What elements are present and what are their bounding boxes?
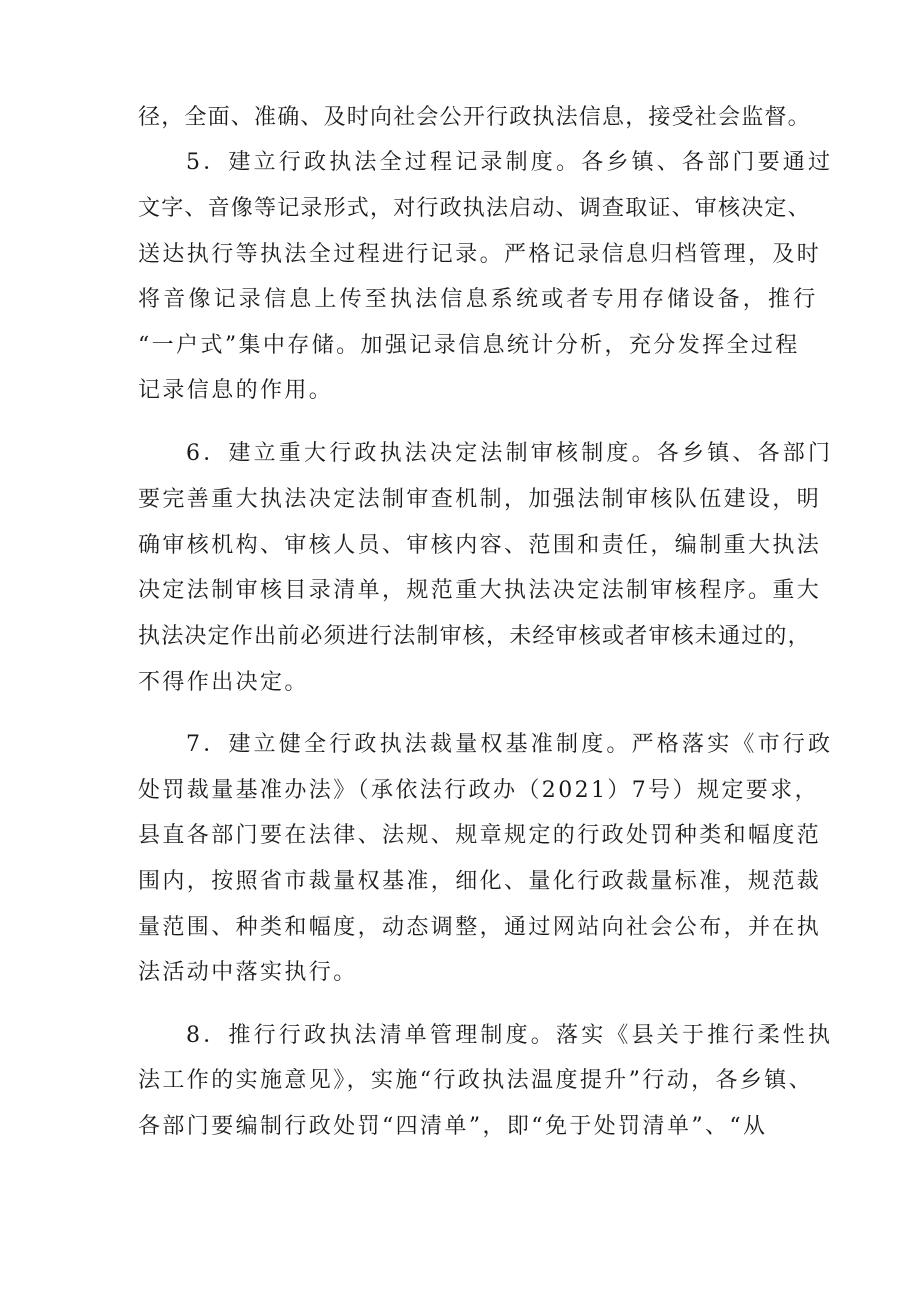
paragraph-line: 要完善重大执法决定法制审查机制，加强法制审核队伍建设，明	[138, 487, 822, 512]
paragraph-line: 县直各部门要在法律、法规、规章规定的行政处罚种类和幅度范	[138, 823, 822, 848]
paragraph-line: 6．建立重大行政执法决定法制审核制度。各乡镇、各部门	[186, 441, 834, 466]
paragraph-line: 确审核机构、审核人员、审核内容、范围和责任，编制重大执法	[138, 533, 822, 558]
paragraph-line: 8．推行行政执法清单管理制度。落实《县关于推行柔性执	[186, 1023, 834, 1048]
paragraph-line: 记录信息的作用。	[138, 378, 334, 403]
paragraph-line: “一户式”集中存储。加强记录信息统计分析，充分发挥全过程	[138, 333, 800, 358]
paragraph-line: 法工作的实施意见》，实施“行政执法温度提升”行动，各乡镇、	[138, 1068, 814, 1093]
paragraph-line: 送达执行等执法全过程进行记录。严格记录信息归档管理，及时	[138, 242, 822, 267]
paragraph-line: 径，全面、准确、及时向社会公开行政执法信息，接受社会监督。	[138, 105, 811, 130]
paragraph-line: 决定法制审核目录清单，规范重大执法决定法制审核程序。重大	[138, 578, 822, 603]
paragraph-line: 执法决定作出前必须进行法制审核，未经审核或者审核未通过的，	[138, 624, 811, 649]
paragraph-line: 围内，按照省市裁量权基准，细化、量化行政裁量标准，规范裁	[138, 869, 822, 894]
paragraph-line: 各部门要编制行政处罚“四清单”，即“免于处罚清单”、“从	[138, 1114, 768, 1139]
paragraph-line: 将音像记录信息上传至执法信息系统或者专用存储设备，推行	[138, 287, 819, 312]
paragraph-line: 法活动中落实执行。	[138, 960, 358, 985]
paragraph-line: 文字、音像等记录形式，对行政执法启动、调查取证、审核决定、	[138, 196, 811, 221]
paragraph-line: 处罚裁量基准办法》（承依法行政办（2021）7号）规定要求，	[138, 778, 819, 803]
paragraph-line: 7．建立健全行政执法裁量权基准制度。严格落实《市行政	[186, 732, 834, 757]
paragraph-line: 量范围、种类和幅度，动态调整，通过网站向社会公布，并在执	[138, 915, 822, 940]
paragraph-line: 5．建立行政执法全过程记录制度。各乡镇、各部门要通过	[186, 150, 834, 175]
paragraph-line: 不得作出决定。	[138, 670, 309, 695]
